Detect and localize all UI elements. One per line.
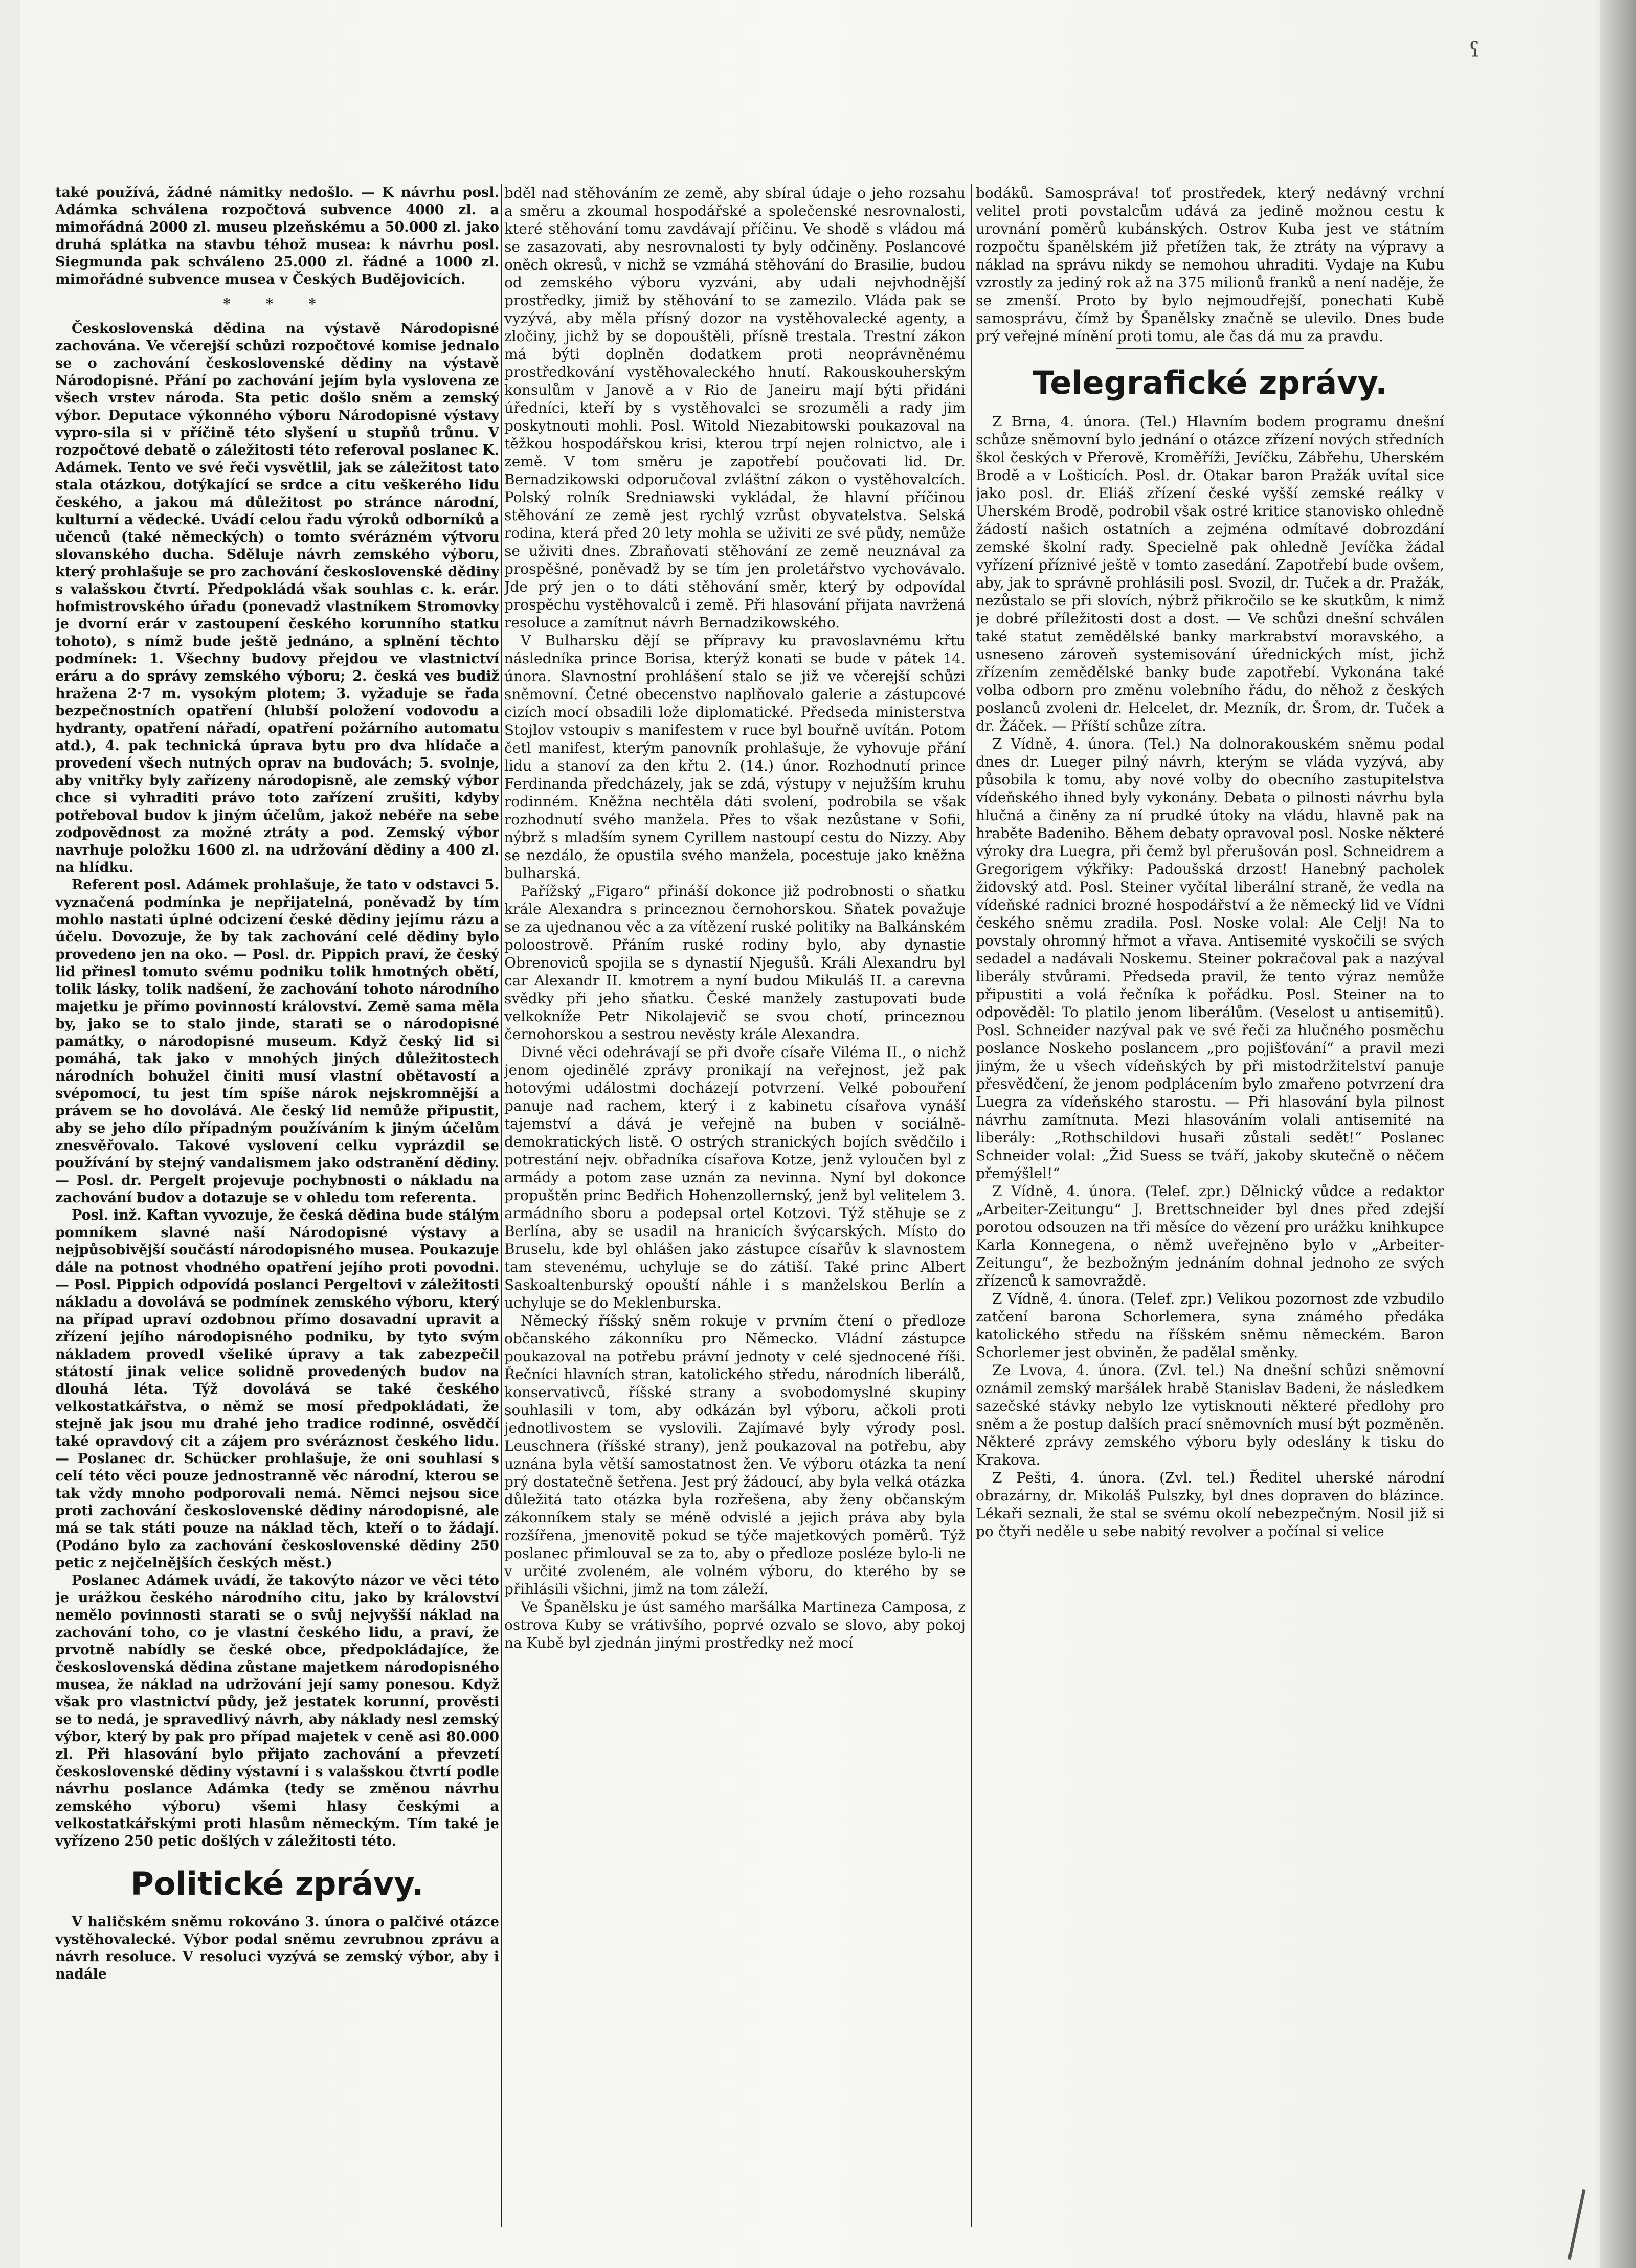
article-paragraph: Ve Španělsku je úst samého maršálka Martineza Camposa, z ostrova Kuby se vrátivšího, poprvé ozvalo se slovo, aby pokoj na Kubě byl zjednán jinými prostředky než mocí — [504, 1599, 966, 1651]
article-paragraph: V haličském sněmu rokováno 3. února o palčivé otázce vystěhovalecké. Výbor podal sněmu zevrubnou zprávu a návrh resoluce. V resoluci vyzývá se zemský výbor, aby i nadále — [55, 1914, 499, 1982]
column-2 — [504, 184, 966, 2227]
section-heading-politicke-zpravy: Politické zprávy. — [130, 1865, 424, 1902]
article-paragraph: Posl. inž. Kaftan vyvozuje, že česká dědina bude stálým pomníkem slavné naší Národopisné výstavy a nejpůsobivější součástí národopisného musea. Poukazuje dále na potnost vhodného opatření jejího proti povodni. — Posl. Pippich odpovídá poslanci Pergeltovi v záležitosti nákladu a dovolává se podmínek zemského výboru, který na případ upraví ozdobnou přímo dosavadní upravit a zřízení jejího národopisného podniku, by tyto svým nákladem provedl všeliké úpravy a tak zabezpečil státostí jinak velice solidně provedených budov na dlouhá léta. Týž dovolává se také českého velkostatkářstva, o němž se mosí předpokládati, že stejně jak jsou mu drahé jeho tradice rodinné, osvědčí také opravdový cit a zájem pro svéráznost českého lidu. — Poslanec dr. Schücker prohlašuje, že oni souhlasí s celí této věci pouze jednostranně věc národní, kterou se tak vždy mnoho podporovali nemá. Němci nejsou sice proti zachování československé dědiny národopisné, ale má se tak státi pouze na náklad těch, kteří o to žádají. (Podáno bylo za zachování československé dědiny 250 petic z nejčelnějších českých měst.) — [55, 1207, 499, 1571]
article-paragraph: Ze Lvova, 4. února. (Zvl. tel.) Na dnešní schůzi sněmovní oznámil zemský maršálek hrabě Stanislav Badeni, že následkem sazečské stávky nebylo lze vytisknouti některé předlohy pro sněm a že postup dalších prací sněmovních musí být pozměněn. Některé zprávy zemského výboru byly odeslány k tisku do Krakova. — [976, 1362, 1444, 1468]
divider — [1116, 348, 1304, 349]
article-paragraph: Československá dědina na výstavě Národopisné zachována. Ve včerejší schůzi rozpočtové komise jednalo se o zachování československé dědiny na výstavě Národopisné. Přání po zachování jejím byla vyslovena ze všech vrstev národa. Sta petic došlo sněm a zemský výbor. Deputace výkonného výboru Národopisné výstavy vypro-sila si v příčině této slyšení u stupňů trůnu. V rozpočtové debatě o záležitosti této referoval poslanec K. Adámek. Tento ve své řeči vysvětlil, jak se záležitost tato stala otázkou, dotýkající se srdce a citu veškerého lidu českého, a jakou má důležitost po stránce národní, kulturní a vědecké. Uvádí celou řadu výroků odborníků a učenců (také německých) o tomto svérázném výtvoru slovanského ducha. Sděluje návrh zemského výboru, který prohlašuje se pro zachování československé dědiny s valašskou čtvrtí. Předpokládá však souhlas c. k. erár. hofmistrovského úřadu (ponevadž vlastníkem Stromovky je dvorní erár v zastoupení českého korunního statku tohoto), s nímž bude ještě jednáno, a splnění těchto podmínek: 1. Všechny budovy přejdou ve vlastnictví eráru a do správy zemského výboru; 2. česká ves budiž hražena 2·7 m. vysokým plotem; 3. vyžaduje se řada bezpečnostních opatření (hlubší položení vodovodu a hydranty, opatření nářadí, opatření požárního automatu atd.), 4. pak technická úprava bytu pro dva hlídače a provedení všech nutných oprav na budovách; 5. svolnje, aby vnitřky byly zařízeny národopisně, ale zemský výbor chce si vyhraditi právo toto zařízení zrušiti, kdyby potřeboval budov k jiným účelům, jakož nebéře na sebe zodpovědnost za možné ztráty a pod. Zemský výbor navrhuje položku 1600 zl. na udržování dědiny a 400 zl. na hlídku. — [55, 321, 499, 875]
article-paragraph: Z Vídně, 4. února. (Telef. zpr.) Dělnický vůdce a redaktor „Arbeiter-Zeitungu“ J. Brettschneider byl dnes před zdejší porotou odsouzen na tři měsíce do vězení pro urážku knihkupce Karla Konnegena, o němž uveřejněno bylo v „Arbeiter-Zeitungu“, že bezbožným jednáním dohnal jednoho ze svých zřízenců k samovraždě. — [976, 1183, 1444, 1289]
article-paragraph: Z Brna, 4. února. (Tel.) Hlavním bodem programu dnešní schůze sněmovní bylo jednání o otázce zřízení nových středních škol českých v Přerově, Kroměříži, Jevíčku, Zábřehu, Uherském Brodě a v Lošticích. Posl. dr. Otakar baron Pražák uvítal sice jako posl. dr. Eliáš zřízení české vyšší zemské reálky v Uherském Brodě, podrobil však ostré kritice stanovisko ohledně žádostí našich ostatních a zejména odmítavé dobrozdání zemské školní rady. Specielně pak ohledně Jevíčka žádal vyřízení příznivé ještě v tomto zasedání. Zapotřebí bude ovšem, aby, jak to správně prohlásili posl. Svozil, dr. Tuček a dr. Pražák, nezůstalo se při slovích, nýbrž přikročilo se ke skutkům, k nimž je dobré příležitosti dost a dost. — Ve schůzi dnešní schválen také statut zemědělské banky markrabství moravského, a usneseno zároveň systemisování úřednických míst, jichž zřízením zemědělské banky bude zapotřebí. Vykonána také volba odborn pro změnu volebního řádu, do něhož z českých poslanců zvoleni dr. Helcelet, dr. Mezník, dr. Šrom, dr. Tuček a dr. Žáček. — Příští schůze zítra. — [976, 413, 1444, 734]
article-paragraph: bděl nad stěhováním ze země, aby sbíral údaje o jeho rozsahu a směru a zkoumal hospodářské a společenské nesrovnalosti, které stěhování tomu zavdávají příčinu. Ve shodě s vládou má se zasazovati, aby nesrovnalosti ty byly odčiněny. Poslancové oněch okresů, v nichž se vzmáhá stěhování do Brasilie, budou od zemského výboru vyzváni, aby udali nejvhodnější prostředky, jimiž by stěhování to se zamezilo. Vláda pak se vyzývá, aby měla přísný dozor na vystěhovalecké agenty, a zločiny, jichž by se dopouštěli, přísně trestala. Trestní zákon má býti doplněn dodatkem proti neoprávněnému prostředkování vystěhovaleckého hnutí. Rakouskouherským konsulům v Janově a v Rio de Janeiru mají býti přidáni úředníci, kteří by s vystěhovalci se srozuměli a rady jim poskytnouti mohli. Posl. Witold Niezabitowski poukazoval na těžkou hospodářskou krisi, kterou trpí nejen rolnictvo, ale i země. V tom směru je zapotřebí poučovati lid. Dr. Bernadzikowski odporučoval zvláštní zákon o vystěhovalcích. Polský rolník Sredniawski vykládal, že hlavní příčinou stěhování ze země jest rychlý vzrůst obyvatelstva. Selská rodina, která před 20 lety mohla se uživiti ze své půdy, nemůže se uživiti dnes. Zbraňovati stěhování ze země neuznával za prospěšné, poněvadž by se tím jen proletářstvo vychovávalo. Jde prý jen o to dáti stěhování směr, který by odpovídal prospěchu vystěhovalců i země. Při hlasování přijata navržená resoluce a zamítnut návrh Bernadzikowského. — [504, 185, 966, 631]
article-paragraph: Referent posl. Adámek prohlašuje, že tato v odstavci 5. vyznačená podmínka je nepřijatelná, poněvadž by tím mohlo nastati úplné odcizení české dědiny jejímu rázu a účelu. Dovozuje, že by tak zachování celé dědiny bylo provedeno jen na oko. — Posl. dr. Pippich praví, že český lid přinesl tomuto svému podniku tolik hmotných obětí, tolik lásky, tolik nadšení, že zachování tohoto národního majetku je přímo povinností království. Země sama měla by, jako se to stalo jinde, starati se o národopisné památky, o národopisné museum. Když český lid si pomáhá, tak jako v mnohých jiných důležitostech národních bohužel činiti musí vlastní obětavostí a svépomocí, tu jest tím spíše nárok nejskromnější a právem se ho dovolává. Ale český lid nemůže připustit, aby se jeho dílo případným používáním k jiným účelům znesvěřovalo. Takové vyslovení celku vyprázdil se používání by stejný vandalismem jako odstranění dědiny. — Posl. dr. Pergelt projevuje pochybnosti o nákladu na zachování budov a dotazuje se v ohledu tom referenta. — [55, 877, 499, 1206]
article-paragraph: bodáků. Samospráva! toť prostředek, který nedávný vrchní velitel proti povstalcům udává za jedině možnou cestu k urovnání poměrů kubánských. Ostrov Kuba jest ve státním rozpočtu španělském již přetížen tak, že ztráty na výpravy a náklad na správu nikdy se nemohou uhraditi. Vydaje na Kubu vzrostly za jediný rok až na 375 milionů franků a není naděje, že se zmenší. Proto by bylo nejmoudřejší, ponechati Kubě samosprávu, čímž by Španělsky značně se ulevilo. Dnes bude prý veřejné mínění proti tomu, ale čas dá mu za pravdu. — [976, 185, 1444, 345]
article-paragraph: Divné věci odehrávají se při dvoře císaře Viléma II., o nichž jenom ojedinělé zprávy pronikají na veřejnost, jež pak hotovými událostmi docházejí potvrzení. Velké pobouření panuje nad rachem, který i z kabinetu císařova vynáší tajemství a dává je veřejně na buben v sociálně-demokratických listě. O ostrých stranických bojích svědčilo i potrestání nejv. obřadníka císařova Kotze, jenž vyloučen byl z armády a potom zase uznán za nevinna. Nyní byl dokonce propuštěn princ Bedřich Hohenzollernský, jenž byl velitelem 3. armádního sboru a podepsal ortel Kotzovi. Týž stěhuje se z Berlína, aby se usadil na hranicích švýcarských. Místo do Bruselu, kde byl ohlášen jako zástupce císařův k slavnostem tam stevenému, uchyluje se do zátiší. Také princ Albert Saskoaltenburský opouští náhle i s manželskou Berlín a uchyluje se do Meklenburska. — [504, 1044, 966, 1311]
article-paragraph: Pařížský „Figaro“ přináší dokonce již podrobnosti o sňatku krále Alexandra s princeznou černohorskou. Sňatek považuje se za ujednanou věc a za vítězení ruské politiky na Balkánském poloostrově. Přáním ruské rodiny bylo, aby dynastie Obrenoviců spojila se s dynastií Njegušů. Králi Alexandru byl car Alexandr II. kmotrem a nyní budou Mikuláš II. a carevna svědky při jeho sňatku. České manžely zastupovati bude velkokníže Petr Nikolajevič se svou chotí, princeznou černohorskou a sestrou nevěsty krále Alexandra. — [504, 883, 966, 1043]
section-separator: * * * — [223, 296, 331, 312]
article-paragraph: Z Vídně, 4. února. (Tel.) Na dolnorakouském sněmu podal dnes dr. Lueger pilný návrh, kterým se vláda vyzývá, aby působila k tomu, aby nové volby do obecního zastupitelstva vídeňského ihned byly vykonány. Debata o pilnosti návrhu byla hlučná a činěny za ní prudké útoky na vládu, hlavně pak na hraběte Badeniho. Během debaty opravoval posl. Noske některé výroky dra Luegra, při čemž byl přerušován posl. Schneidrem a Gregorigem výkřiky: Padoušská drzost! Hanebný pacholek židovský atd. Posl. Steiner vyčítal liberální straně, že vedla na vídeňské radnici brozné hospodářství a že německý lid ve Vídni českého sněmu zradila. Posl. Noske volal: Ale Celj! Na to povstaly ohromný hřmot a vřava. Antisemité vyskočili se svých sedadel a nadávali Noskemu. Steiner pokračoval pak a nazýval liberály stvůrami. Předseda pravil, že tento výraz nemůže připustiti a volá řečníka k pořádku. Posl. Steiner na to odpověděl: To platilo jenom liberálům. (Veselost u antisemitů). Posl. Schneider nazýval pak ve své řeči za hlučného posměchu poslance Noskeho poslancem „pro pojišťování“ a pravil mezi jiným, že u všech vídeňských by při mistodržitelství panuje přesvědčení, že jenom podplácením bylo zmařeno potvrzení dra Luegra za vídeňského starostu. — Při hlasování byla pilnost návrhu zamítnuta. Mezi hlasováním volali antisemité na liberály: „Rothschildovi husaři zůstali sedět!“ Poslanec Schneider volal: „Žid Suess se tváří, jakoby skutečně o něčem přemýšlel!“ — [976, 735, 1444, 1182]
column-rule — [971, 184, 972, 2227]
article-paragraph: Z Pešti, 4. února. (Zvl. tel.) Ředitel uherské národní obrazárny, dr. Mikoláš Pulszky, byl dnes dopraven do blázince. Lékaři seznali, že stal se svému okolí nebezpečným. Nosil již si po čtyři neděle u sebe nabitý revolver a počínal si velice — [976, 1469, 1444, 1540]
section-heading-telegraficke-zpravy: Telegrafické zprávy. — [1033, 364, 1387, 401]
article-paragraph: Z Vídně, 4. února. (Telef. zpr.) Velikou pozornost zde vzbudilo zatčení barona Schorlemera, syna známého předáka katolického středu na říšském sněmu německém. Baron Schorlemer jest obviněn, že padělal směnky. — [976, 1290, 1444, 1361]
binding-shadow — [1600, 0, 1636, 2268]
edge-mark: ˁ — [1470, 36, 1480, 78]
article-paragraph: také používá, žádné námitky nedošlo. — K návrhu posl. Adámka schválena rozpočtová subvence 4000 zl. a mimořádná 2000 zl. museu plzeňskému a 50.000 zl. jako druhá splátka na stavbu téhož musea: k návrhu posl. Siegmunda pak schváleno 25.000 zl. řádné a 1000 zl. mimořádné subvence musea v Českých Budějovicích. — [55, 185, 499, 287]
column-rule — [501, 184, 502, 2227]
column-3 — [976, 184, 1444, 2227]
article-paragraph: Poslanec Adámek uvádí, že takovýto názor ve věci této je urážkou českého národního citu, jako by království nemělo povinnosti starati se o svůj nejvyšší náklad na zachování toho, co je vlastní českého lidu, a praví, že prvotně nabídly se české obce, předpokládajíce, že československá dědina zůstane majetkem národopisného musea, že náklad na udržování její samy ponesou. Když však pro vlastnictví půdy, jež jestatek korunní, prověsti se to nedá, je spravedlivý návrh, aby náklady nesl zemský výbor, který by pak pro případ majetek v ceně asi 80.000 zl. Při hlasování bylo přijato zachování a převzetí československé dědiny výstavní i s valašskou čtvrtí podle návrhu poslance Adámka (tedy se změnou návrhu zemského výboru) všemi hlasy českými a velkostatkářskými proti hlasům německým. Tím také je vyřízeno 250 petic došlých v záležitosti této. — [55, 1573, 499, 1849]
article-paragraph: Německý říšský sněm rokuje v prvním čtení o předloze občanského zákonníku pro Německo. Vládní zástupce poukazoval na potřebu právní jednoty v celé sjednocené říši. Řečníci hlavních stran, katolického středu, národních liberálů, konservativců, říšské strany a svobodomyslné skupiny souhlasili v tom, aby odkázán byl výboru, ačkoli proti jednotlivostem se vyslovili. Zajímavé byly výrody posl. Leuschnera (říšské strany), jenž poukazoval na potřebu, aby uznána byla větší samostatnost žen. Ve výboru otázka ta není prý dostatečně šetřena. Jest prý žádoucí, aby byla velká otázka důležitá tato otázka byla rozřešena, aby ženy občanským zákonníkem staly se méně odvislé a jejich práva aby byla rozšířena, jmenovitě pokud se týče majetkových poměrů. Týž poslanec přimlouval se za to, aby o předloze posléze bylo-li ne v určité zvoleném, ale volném výboru, do kterého by se přihlásili všichni, jimž na tom záleží. — [504, 1312, 966, 1598]
column-1 — [55, 184, 499, 2227]
article-paragraph: V Bulharsku dějí se přípravy ku pravoslavnému křtu následníka prince Borisa, kterýž konati se bude v pátek 14. února. Slavnostní prohlášení stalo se již ve včerejší schůzi sněmovní. Četné obecenstvo naplňovalo galerie a zástupcové cizích mocí obsadili lože diplomatické. Předseda ministerstva Stojlov vstoupiv s manifestem v ruce byl bouřně uvítán. Potom četl manifest, kterým panovník prohlašuje, že vyhovuje přání lidu a stanoví za den křtu 2. (14.) únor. Rozhodnutí prince Ferdinanda předcházely, jak se zdá, výstupy v nejužším kruhu rodinném. Kněžna nechtěla dáti svolení, podrobila se však rozhodnutí svého manžela. Přes to však nezůstane v Sofii, nýbrž s mladším synem Cyrillem nastoupí cestu do Nizzy. Aby se nezdálo, že opustila svého manžela, pocestuje jako kněžna bulharská. — [504, 632, 966, 882]
